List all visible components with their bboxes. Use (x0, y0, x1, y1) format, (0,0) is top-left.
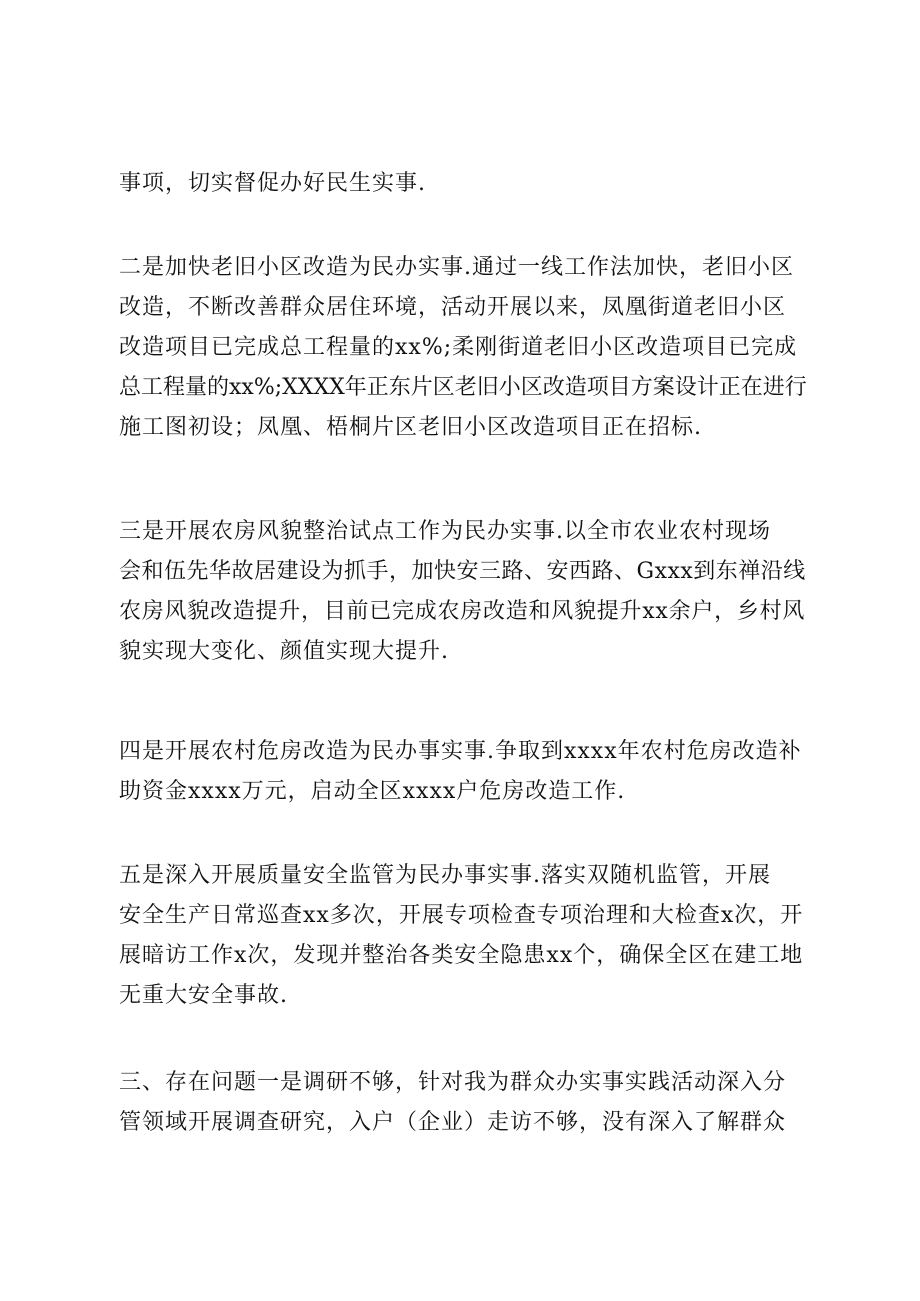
text-line: 改造，不断改善群众居住环境，活动开展以来，凤凰街道老旧小区 (119, 295, 787, 320)
text-line: 三是开展农房风貌整治试点工作为民办实事.以全市农业农村现场 (119, 519, 771, 544)
text-line: 总工程量的xx%;XXXX年正东片区老旧小区改造项目方案设计正在进行 (119, 375, 807, 400)
text-line: 改造项目已完成总工程量的xx%;柔刚街道老旧小区改造项目已完成 (119, 335, 798, 360)
text-line: 助资金xxxx万元，启动全区xxxx户危房改造工作. (119, 779, 626, 804)
text-line: 展暗访工作x次，发现并整治各类安全隐患xx个，确保全区在建工地 (119, 943, 804, 968)
text-line: 无重大安全事故. (119, 983, 288, 1008)
text-line: 事项，切实督促办好民生实事. (119, 171, 426, 196)
paragraph-1 (119, 164, 809, 204)
paragraph-2 (119, 248, 809, 448)
text-line: 会和伍先华故居建设为抓手，加快安三路、安西路、Gxxx到东禅沿线 (119, 559, 806, 584)
text-line: 农房风貌改造提升，目前已完成农房改造和风貌提升xx余户，乡村风 (119, 599, 806, 624)
text-line: 二是加快老旧小区改造为民办实事.通过一线工作法加快，老旧小区 (119, 255, 794, 280)
text-line: 管领域开展调查研究，入户（企业）走访不够，没有深入了解群众 (119, 1110, 787, 1135)
paragraph-3 (119, 512, 809, 672)
paragraph-6 (119, 1063, 809, 1143)
paragraph-5 (119, 856, 809, 1016)
text-line: 三、存在问题一是调研不够，针对我为群众办实事实践活动深入分 (119, 1070, 787, 1095)
text-line: 安全生产日常巡查xx多次，开展专项检查专项治理和大检查x次，开 (119, 903, 804, 928)
paragraph-4 (119, 732, 809, 812)
text-line: 施工图初设；凤凰、梧桐片区老旧小区改造项目正在招标. (119, 415, 702, 440)
text-line: 貌实现大变化、颜值实现大提升. (119, 639, 449, 664)
text-line: 五是深入开展质量安全监管为民办事实事.落实双随机监管，开展 (119, 863, 771, 888)
text-line: 四是开展农村危房改造为民办事实事.争取到xxxx年农村危房改造补 (119, 739, 802, 764)
